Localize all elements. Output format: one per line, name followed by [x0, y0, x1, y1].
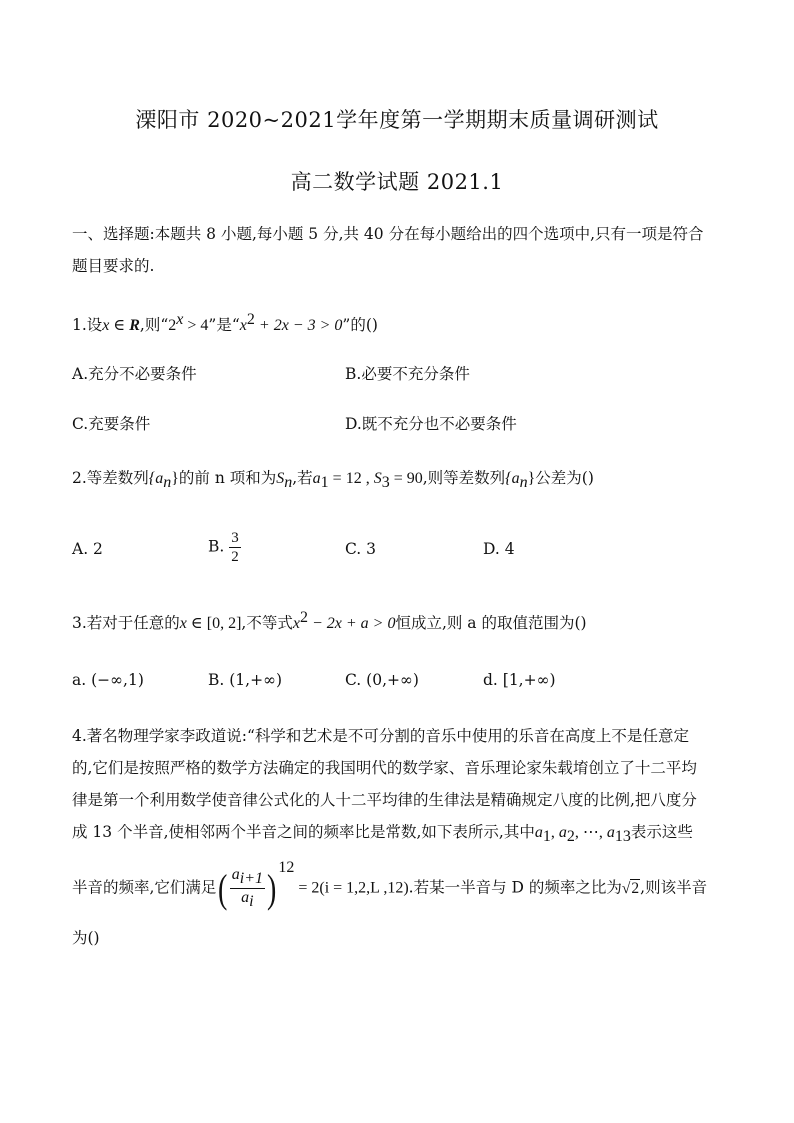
q4-exponent: 12: [278, 859, 295, 877]
question-4-line-6: 为(): [72, 929, 100, 947]
q2-option-b-numerator: 3: [231, 530, 239, 546]
q1-var-x: x: [102, 317, 110, 335]
q4-sqrt: √2: [621, 879, 640, 897]
q2-a1-sub: 1: [320, 474, 329, 492]
q3-text-2: ,不等式: [241, 614, 293, 633]
q2-sum: S: [276, 470, 285, 487]
exam-title: 溧阳市 2020~2021学年度第一学期期末质量调研测试: [135, 108, 659, 132]
q1-cond2-x: x: [239, 317, 247, 335]
section-intro-line-1: 一、选择题:本题共 8 小题,每小题 5 分,共 40 分在每小题给出的四个选项中,只有一项是符合: [72, 225, 704, 243]
q4-line5-text-2: .若某一半音与 D 的频率之比为: [408, 878, 622, 897]
q2-option-b-denominator: 2: [231, 549, 239, 565]
q2-seq2: {a: [505, 470, 520, 487]
q4-ratio-fraction: [230, 866, 265, 911]
q3-var-x: x: [179, 615, 187, 633]
q2-text-1: 2.等差数列: [72, 469, 149, 487]
q1-text-2: ,则“: [139, 316, 169, 335]
q1-option-a: A.充分不必要条件: [72, 365, 197, 383]
exam-subtitle: 高二数学试题 2021.1: [290, 170, 504, 194]
q2-s3: S: [373, 470, 382, 487]
q2-seq2-end: }: [527, 470, 536, 487]
q4-ratio-num-a: a: [231, 866, 240, 883]
section-intro-line-2: 题目要求的.: [72, 257, 155, 275]
q2-seq: {a: [148, 470, 164, 487]
q3-text-1: 3.若对于任意的: [72, 614, 180, 633]
q4-sep-1: ,: [550, 824, 559, 841]
q2-text-4: ,则等差数列: [422, 469, 506, 487]
q4-line5-text-1: 半音的频率,它们满足: [72, 878, 217, 897]
q1-text-1: 1.设: [72, 316, 103, 335]
q3-ineq-rest: − 2x + a > 0: [307, 615, 396, 633]
q2-s3-val: = 90: [389, 470, 423, 487]
question-4-line-3: 律是第一个利用数学使音律公式化的人十二平均律的生律法是精确规定八度的比例,把八度分: [72, 791, 697, 809]
q4-right-paren: ): [267, 865, 277, 911]
q4-ratio-den-a: a: [241, 889, 250, 906]
q1-text-4: ”的(): [342, 316, 378, 335]
q4-a13: a: [606, 824, 615, 841]
q4-line5-text-3: ,则该半音: [640, 878, 708, 897]
q3-option-b: B. (1,+∞): [208, 671, 283, 689]
q1-real-set: R: [129, 317, 140, 335]
q2-a1-val: = 12 ,: [328, 470, 374, 487]
q2-seq2-sub: n: [519, 474, 528, 492]
q2-seq-sub: n: [163, 474, 172, 492]
q4-a2-sub: 2: [566, 828, 575, 846]
q2-option-b-label: B.: [208, 537, 225, 556]
question-4-line-1: 4.著名物理学家李政道说:“科学和艺术是不可分割的音乐中使用的乐音在高度上不是任意定: [72, 727, 689, 745]
q2-option-d: D. 4: [483, 540, 515, 558]
q2-s3-sub: 3: [381, 474, 390, 492]
q4-sqrt-radicand: 2: [631, 879, 640, 897]
q4-a13-sub: 13: [614, 828, 631, 846]
q4-line4-text-1: 成 13 个半音,使相邻两个半音之间的频率比是常数,如下表所示,其中: [72, 823, 535, 841]
q4-ratio-numerator: [230, 866, 265, 889]
q1-cond1-base: 2: [168, 317, 177, 335]
q1-cond1-exp: x: [176, 311, 184, 328]
q3-range: ∈ [0, 2]: [186, 615, 242, 633]
question-4-line-4: [72, 822, 693, 847]
q4-sep-2: , ⋯,: [574, 824, 607, 841]
q1-option-c: C.充要条件: [72, 415, 151, 433]
q4-ratio-num-sub: i+1: [239, 870, 264, 887]
q4-ratio-denominator: [230, 889, 265, 911]
q1-in-symbol: ∈: [109, 317, 130, 335]
q4-ratio-den-sub: i: [249, 893, 254, 910]
q1-cond1-rest: > 4: [183, 317, 209, 335]
q3-text-3: 恒成立,则 a 的取值范围为(): [395, 614, 587, 633]
question-4-line-2: 的,它们是按照严格的数学方法确定的我国明代的数学家、音乐理论家朱载堉创立了十二平均: [72, 759, 697, 777]
q2-text-2: 的前 n 项和为: [178, 469, 277, 487]
q4-a2: a: [558, 824, 567, 841]
q1-cond2-exp: 2: [246, 311, 255, 328]
question-2-stem: [72, 468, 594, 493]
q3-ineq-exp: 2: [299, 609, 308, 626]
question-1-stem: [72, 310, 378, 336]
q3-option-a: a. (−∞,1): [72, 671, 144, 689]
question-3-stem: [72, 608, 587, 634]
q2-sum-sub: n: [284, 474, 293, 492]
q1-text-3: ”是“: [208, 316, 240, 335]
q1-option-d: D.既不充分也不必要条件: [345, 415, 517, 433]
q1-option-b: B.必要不充分条件: [345, 365, 470, 383]
q2-option-b: [208, 529, 241, 566]
q3-option-d: d. [1,+∞): [483, 671, 556, 689]
question-4-line-5: [72, 859, 708, 911]
q4-a1-sub: 1: [542, 828, 551, 846]
q4-line4-text-2: 表示这些: [630, 823, 693, 841]
q4-equation: = 2(i = 1,2,L ,12): [294, 879, 409, 897]
q2-option-b-fraction: [229, 529, 241, 566]
q3-ineq-x: x: [292, 615, 300, 633]
q4-a1: a: [534, 824, 543, 841]
q4-left-paren: (: [218, 865, 228, 911]
q2-text-5: 公差为(): [535, 469, 594, 487]
q3-option-c: C. (0,+∞): [345, 671, 419, 689]
q2-option-a: A. 2: [72, 540, 103, 558]
q2-text-3: ,若: [292, 469, 313, 487]
q2-seq-end: }: [171, 470, 179, 487]
q2-a1: a: [312, 470, 321, 487]
q1-cond2-rest: + 2x − 3 > 0: [254, 317, 343, 335]
q2-option-c: C. 3: [345, 540, 377, 558]
